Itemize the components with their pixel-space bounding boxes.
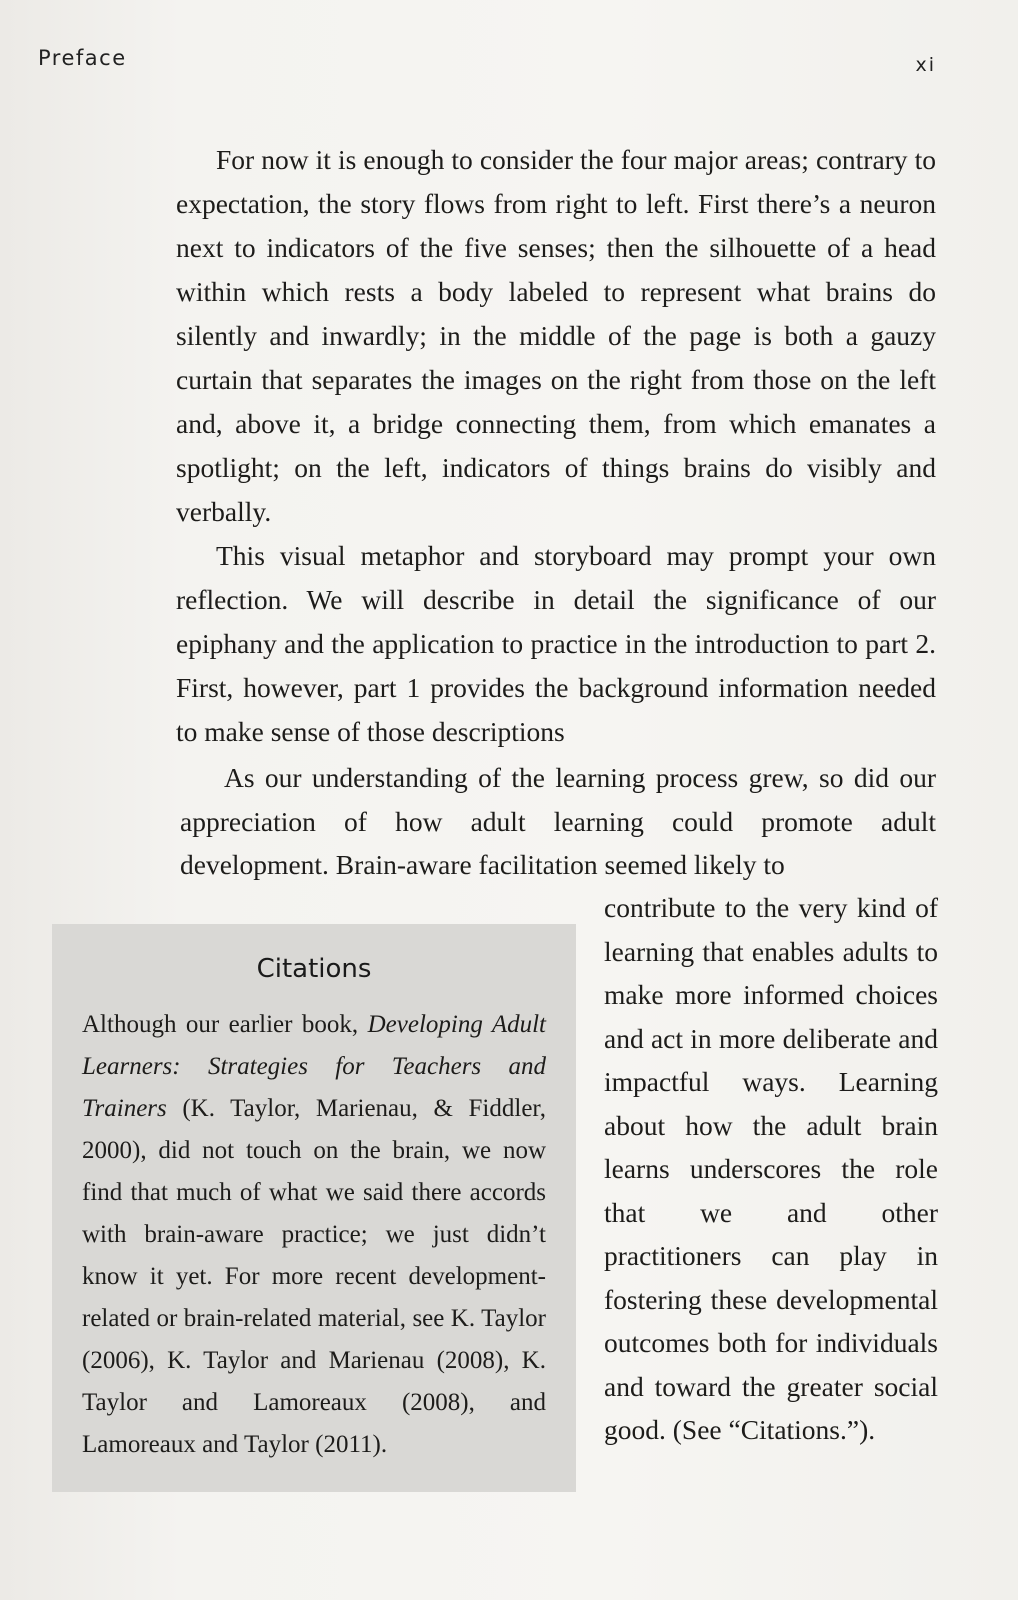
main-text [176,138,936,754]
citations-text-before: Although our earlier book, [82,1011,368,1038]
page-number: xi [915,54,936,76]
citations-body [82,1004,546,1466]
paragraph-2: This visual metaphor and storyboard may prompt your own reflection. We will describe in detail the significance of our epiphany and the application to practice in the introduction to part 2. First, however, part 1 provides the background information needed to make sense of those descriptions [176,540,936,747]
citations-sidebar [52,924,576,1492]
citations-title: Citations [256,954,372,984]
running-head: Preface [38,46,127,70]
citations-text-after: (K. Taylor, Marienau, & Fiddler, 2000), did not touch on the brain, we now find that much of what we said there accords with brain-aware practice; we just didn’t know it yet. For more recent development-related or brain-related material, see K. Taylor (2006), K. Taylor and Marienau (2008), K. Taylor and Lamoreaux (2008), and Lamoreaux and Taylor (2011). [82,1095,546,1458]
paragraph-3-text: As our understanding of the learning process grew, so did our appreciation of how adult learning could promote adult development. Brain-aware facilitation seemed likely to [180,762,936,880]
paragraph-1: For now it is enough to consider the four major areas; contrary to expectation, the story flows from right to left. First there’s a neuron next to indicators of the five senses; then the silhouette of a head within which rests a body labeled to represent what brains do silently and inwardly; in the middle of the page is both a gauzy curtain that separates the images on the right from those on the left and, above it, a bridge connecting them, from which emanates a spotlight; on the left, indicators of things brains do visibly and verbally. [176,144,936,527]
paragraph-3-continued-text: contribute to the very kind of learning that enables adults to make more informed choices and act in more deliberate and impactful ways. Learning about how the adult brain learns underscores the role that we and other practitioners can play in fostering these developmental outcomes both for individuals and toward the greater social good. (See “Citations.”). [604,892,938,1445]
paragraph-3-continued [604,886,938,1452]
citations-book-title: Developing Adult Learners: Strategies for Teachers and Trainers [82,1011,546,1122]
paragraph-3-lead [180,756,936,887]
